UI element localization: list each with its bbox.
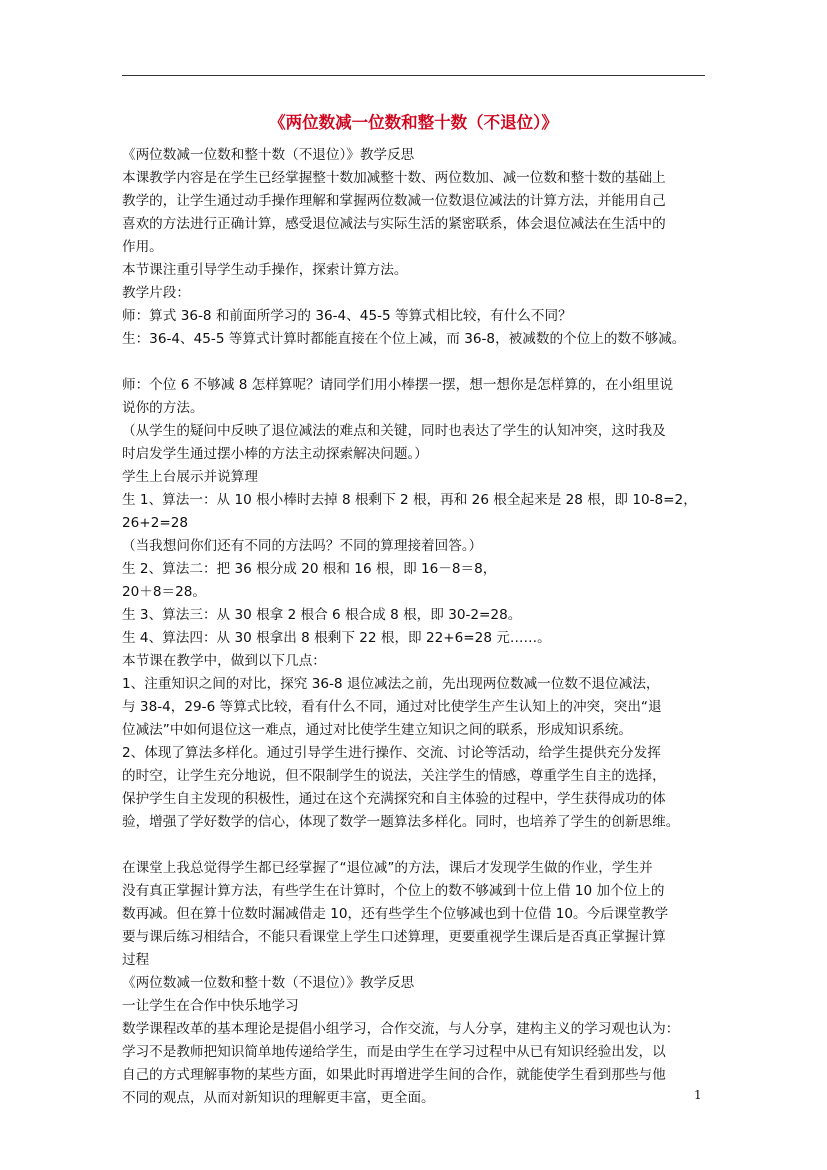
body-line: 本节课在教学中，做到以下几点： bbox=[122, 653, 326, 669]
body-line: 学生上台展示并说算理 bbox=[122, 469, 258, 485]
body-line: 在课堂上我总觉得学生都已经掌握了“退位减”的方法，课后才发现学生做的作业，学生并 bbox=[122, 860, 653, 876]
body-line: 位减法”中如何退位这一难点，通过对比使学生建立知识之间的联系，形成知识系统。 bbox=[122, 722, 633, 738]
body-line: 验，增强了学好数学的信心，体现了数学一题算法多样化。同时，也培养了学生的创新思维。 bbox=[122, 814, 680, 830]
body-line: 2、体现了算法多样化。通过引导学生进行操作、交流、讨论等活动，给学生提供充分发挥 bbox=[122, 745, 661, 761]
body-line: 作用。 bbox=[122, 239, 163, 255]
body-line: 26+2=28 bbox=[122, 515, 189, 531]
body-line: 生 3、算法三：从 30 根拿 2 根合 6 根合成 8 根，即 30-2=28。 bbox=[122, 607, 522, 623]
body-line: 本节课注重引导学生动手操作，探索计算方法。 bbox=[122, 262, 408, 278]
body-line: 教学片段： bbox=[122, 285, 190, 301]
blank-line bbox=[122, 834, 708, 857]
body-line: 不同的观点，从而对新知识的理解更丰富，更全面。 bbox=[122, 1090, 435, 1106]
body-line: 20＋8＝28。 bbox=[122, 584, 207, 600]
body-line: （当我想问你们还有不同的方法吗？不同的算理接着回答。） bbox=[122, 538, 483, 554]
document-body bbox=[122, 144, 708, 1110]
body-line: 生 1、算法一：从 10 根小棒时去掉 8 根剩下 2 根，再和 26 根全起来是 28 根，即 10-8=2， bbox=[122, 492, 697, 508]
body-line: 师：算式 36-8 和前面所学习的 36-4、45-5 等算式相比较，有什么不同？ bbox=[122, 308, 572, 324]
body-line: 1、注重知识之间的对比，探究 36-8 退位减法之前，先出现两位数减一位数不退位减法， bbox=[122, 676, 660, 692]
body-line: 的时空，让学生充分地说，但不限制学生的说法，关注学生的情感，尊重学生自主的选择， bbox=[122, 768, 666, 784]
body-line: 说你的方法。 bbox=[122, 400, 204, 416]
header-rule bbox=[122, 75, 705, 76]
body-line: 与 38-4，29-6 等算式比较，看有什么不同，通过对比使学生产生认知上的冲突，突出“退 bbox=[122, 699, 662, 715]
blank-line bbox=[122, 351, 708, 374]
page-number: 1 bbox=[694, 1088, 702, 1102]
document-title: 《两位数减一位数和整十数（不退位）》 bbox=[269, 113, 558, 132]
body-line: 保护学生自主发现的积极性，通过在这个充满探究和自主体验的过程中，学生获得成功的体 bbox=[122, 791, 666, 807]
body-line: 数再减。但在算十位数时漏减借走 10，还有些学生个位够减也到十位借 10。今后课堂教学 bbox=[122, 906, 669, 922]
body-line: 生 2、算法二：把 36 根分成 20 根和 16 根，即 16－8＝8， bbox=[122, 561, 497, 577]
body-line: 师：个位 6 不够减 8 怎样算呢？请同学们用小棒摆一摆，想一想你是怎样算的，在小组里说 bbox=[122, 377, 674, 393]
body-line: 时启发学生通过摆小棒的方法主动探索解决问题。） bbox=[122, 446, 428, 462]
body-line: 数学课程改革的基本理论是提倡小组学习，合作交流，与人分享，建构主义的学习观也认为： bbox=[122, 1021, 680, 1037]
body-line: 教学的，让学生通过动手操作理解和掌握两位数减一位数退位减法的计算方法，并能用自己 bbox=[122, 193, 666, 209]
body-line: 生：36-4、45-5 等算式计算时都能直接在个位上减，而 36-8，被减数的个位上的数不够减。 bbox=[122, 331, 686, 347]
body-line: 《两位数减一位数和整十数（不退位）》教学反思 bbox=[122, 975, 415, 991]
body-line: 自己的方式理解事物的某些方面，如果此时再增进学生间的合作，就能使学生看到那些与他 bbox=[122, 1067, 666, 1083]
body-line: 喜欢的方法进行正确计算，感受退位减法与实际生活的紧密联系，体会退位减法在生活中的 bbox=[122, 216, 666, 232]
body-line: 一让学生在合作中快乐地学习 bbox=[122, 998, 299, 1014]
body-line: 没有真正掌握计算方法，有些学生在计算时，个位上的数不够减到十位上借 10 加个位上的 bbox=[122, 883, 665, 899]
body-line: 生 4、算法四：从 30 根拿出 8 根剩下 22 根，即 22+6=28 元……。 bbox=[122, 630, 551, 646]
body-line: 《两位数减一位数和整十数（不退位）》教学反思 bbox=[122, 147, 415, 163]
body-line: 学习不是教师把知识简单地传递给学生，而是由学生在学习过程中从已有知识经验出发，以 bbox=[122, 1044, 666, 1060]
body-line: 要与课后练习相结合，不能只看课堂上学生口述算理，更要重视学生课后是否真正掌握计算 bbox=[122, 929, 666, 945]
body-line: （从学生的疑问中反映了退位减法的难点和关键，同时也表达了学生的认知冲突，这时我及 bbox=[122, 423, 666, 439]
body-line: 过程 bbox=[122, 952, 150, 968]
body-line: 本课教学内容是在学生已经掌握整十数加减整十数、两位数加、减一位数和整十数的基础上 bbox=[122, 170, 666, 186]
